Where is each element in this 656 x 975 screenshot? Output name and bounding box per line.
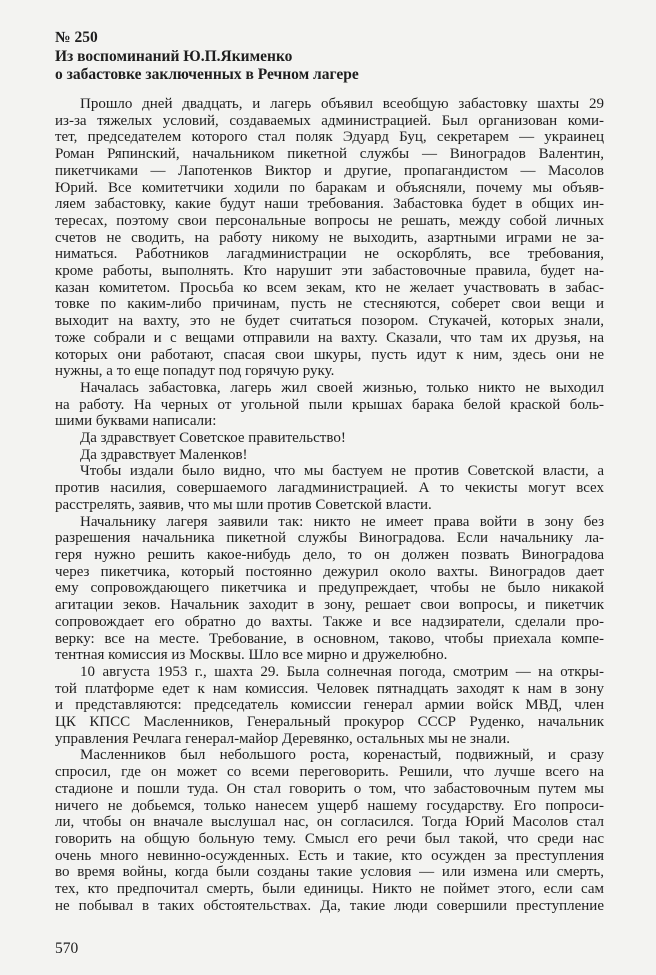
text-line: тет, председателем которого стал поляк Эдуард Буц, секретарем — украинец: [55, 129, 604, 146]
text-line: тересах, поэтому свои персональные вопросы не решать, между собой личных: [55, 212, 604, 229]
text-line: тех, кто предпочитал смерть, были единицы. Никто не поймет этого, если сам: [55, 881, 604, 898]
text-line: Масленников был небольшого роста, коренастый, подвижный, и сразу: [80, 747, 604, 764]
text-line: 10 августа 1953 г., шахта 29. Была солнечная погода, смотрим — на откры-: [80, 663, 604, 680]
paragraph: [55, 747, 604, 914]
text-line: через пикетчика, который постоянно дежурил около вахты. Виноградов дает: [55, 563, 604, 580]
document-number: № 250: [55, 29, 98, 46]
text-line: Прошло дней двадцать, и лагерь объявил всеобщую забастовку шахты 29: [80, 96, 604, 112]
text-line: тоже собрали и с вещами отправили на вахту. Сказали, что там их друзья, на: [55, 329, 604, 346]
text-line: не побывал в таких обстоятельствах. Да, такие люди совершили преступление: [55, 897, 604, 914]
text-line: нужны, а то еще попадут под горячую руку.: [55, 363, 335, 380]
text-line: ниматься. Работников лагадминистрации не оскорблять, все требования,: [55, 246, 604, 263]
document-title-line: о забастовке заключенных в Речном лагере: [55, 66, 359, 83]
text-line: спросил, где он может со всеми переговорить. Решили, что лучше всего на: [55, 764, 604, 781]
text-line: казан комитетом. Просьба ко всем зекам, кто не желает участвовать в забас-: [55, 279, 604, 296]
document-title-line: Из воспоминаний Ю.П.Якименко: [55, 47, 293, 65]
text-line: шими буквами написали:: [55, 413, 217, 430]
text-line: на работу. На черных от угольной пыли крышах барака белой краской боль-: [55, 396, 604, 413]
text-line: агитации зеков. Начальник заходит в зону, решает свои вопросы, и пикетчик: [55, 597, 604, 614]
text-line: верку: все на месте. Требование, в основном, таково, чтобы приехала компе-: [55, 630, 604, 647]
text-line: ничего не добьемся, только нанесем ущерб нашему государству. Его попроси-: [55, 797, 604, 814]
text-line: разрешения начальника пикетной службы Виноградова. Если начальнику ла-: [55, 530, 604, 547]
text-line: Юрий. Все комитетчики ходили по баракам и объясняли, почему мы объяв-: [55, 179, 604, 196]
text-line: ляем забастовку, какие будут наши требования. Забастовка будет в общих ин-: [55, 196, 604, 213]
document-body: [55, 96, 604, 914]
text-line: Да здравствует Маленков!: [80, 446, 248, 463]
paragraph: [55, 664, 604, 748]
text-line: которых они работают, спасая свои шкуры, пусть идут к ним, здесь они не: [55, 346, 604, 363]
document-header: [55, 29, 359, 85]
text-line: управления Речлага генерал-майор Деревянко, остальных мы не знали.: [55, 730, 511, 747]
page-number: 570: [55, 940, 79, 957]
text-line: ли, чтобы он вначале выслушал нас, он согласился. Тогда Юрий Масолов стал: [55, 814, 604, 831]
text-line: Чтобы издали было видно, что мы бастуем не против Советской власти, а: [80, 463, 604, 480]
text-line: ЦК КПСС Масленников, Генеральный прокурор СССР Руденко, начальник: [55, 714, 604, 731]
text-line: той платформе едет к нам комиссия. Человек пятнадцать заходят к нам в зону: [55, 680, 604, 697]
text-line: сопровождает его обратно до вахты. Также и все надзиратели, сделали про-: [55, 613, 604, 630]
text-line: тентная комиссия из Москвы. Шло все мирно и дружелюбно.: [55, 647, 448, 664]
paragraph: [55, 463, 604, 513]
paragraph: [55, 514, 604, 664]
text-line: выходит на вахту, это не будет считаться позором. Стукачей, которых знали,: [55, 313, 604, 330]
text-line: кроме работы, выполнять. Кто нарушит эти забастовочные правила, будет на-: [55, 263, 604, 280]
text-line: из-за тяжелых условий, создаваемых администрацией. Был организован коми-: [55, 112, 604, 129]
text-line: и представляются: председатель комиссии генерал армии войск МВД, член: [55, 697, 604, 714]
paragraph: [55, 96, 604, 380]
text-line: расстрелять, заявив, что мы шли против Советской власти.: [55, 496, 432, 513]
paragraph: [55, 447, 604, 464]
text-line: Да здравствует Советское правительство!: [80, 430, 346, 447]
text-line: говорить на общую больную тему. Смысл его речи был такой, что среди нас: [55, 830, 604, 847]
paragraph: [55, 380, 604, 430]
text-line: во время войны, когда были созданы такие условия — или измена или смерть,: [55, 864, 604, 881]
text-line: Роман Ряпинский, начальником пикетной службы — Виноградов Валентин,: [55, 146, 604, 163]
paragraph: [55, 430, 604, 447]
text-line: Начальнику лагеря заявили так: никто не имеет права войти в зону без: [80, 513, 604, 530]
text-line: ему сопровождающего пикетчика и предупреждает, чтобы не было никакой: [55, 580, 604, 597]
text-line: очень много невинно-осужденных. Есть и такие, кто осужден за преступления: [55, 847, 604, 864]
text-line: геря нужно решить какое-нибудь дело, то он должен позвать Виноградова: [55, 546, 604, 563]
text-line: против насилия, совершаемого лагадминистрацией. А то чекисты могут всех: [55, 480, 604, 497]
text-line: стадионе и пошли туда. Он стал говорить о том, что забастовочным путем мы: [55, 780, 604, 797]
text-line: счетов не сводить, на работу никому не выходить, азартными играми не за-: [55, 229, 604, 246]
text-line: пикетчиками — Лапотенков Виктор и другие, пропагандистом — Масолов: [55, 162, 604, 179]
text-line: товке по каким-либо причинам, пусть не стесняются, соберет свои вещи и: [55, 296, 604, 313]
text-line: Началась забастовка, лагерь жил своей жизнью, только никто не выходил: [80, 379, 604, 396]
